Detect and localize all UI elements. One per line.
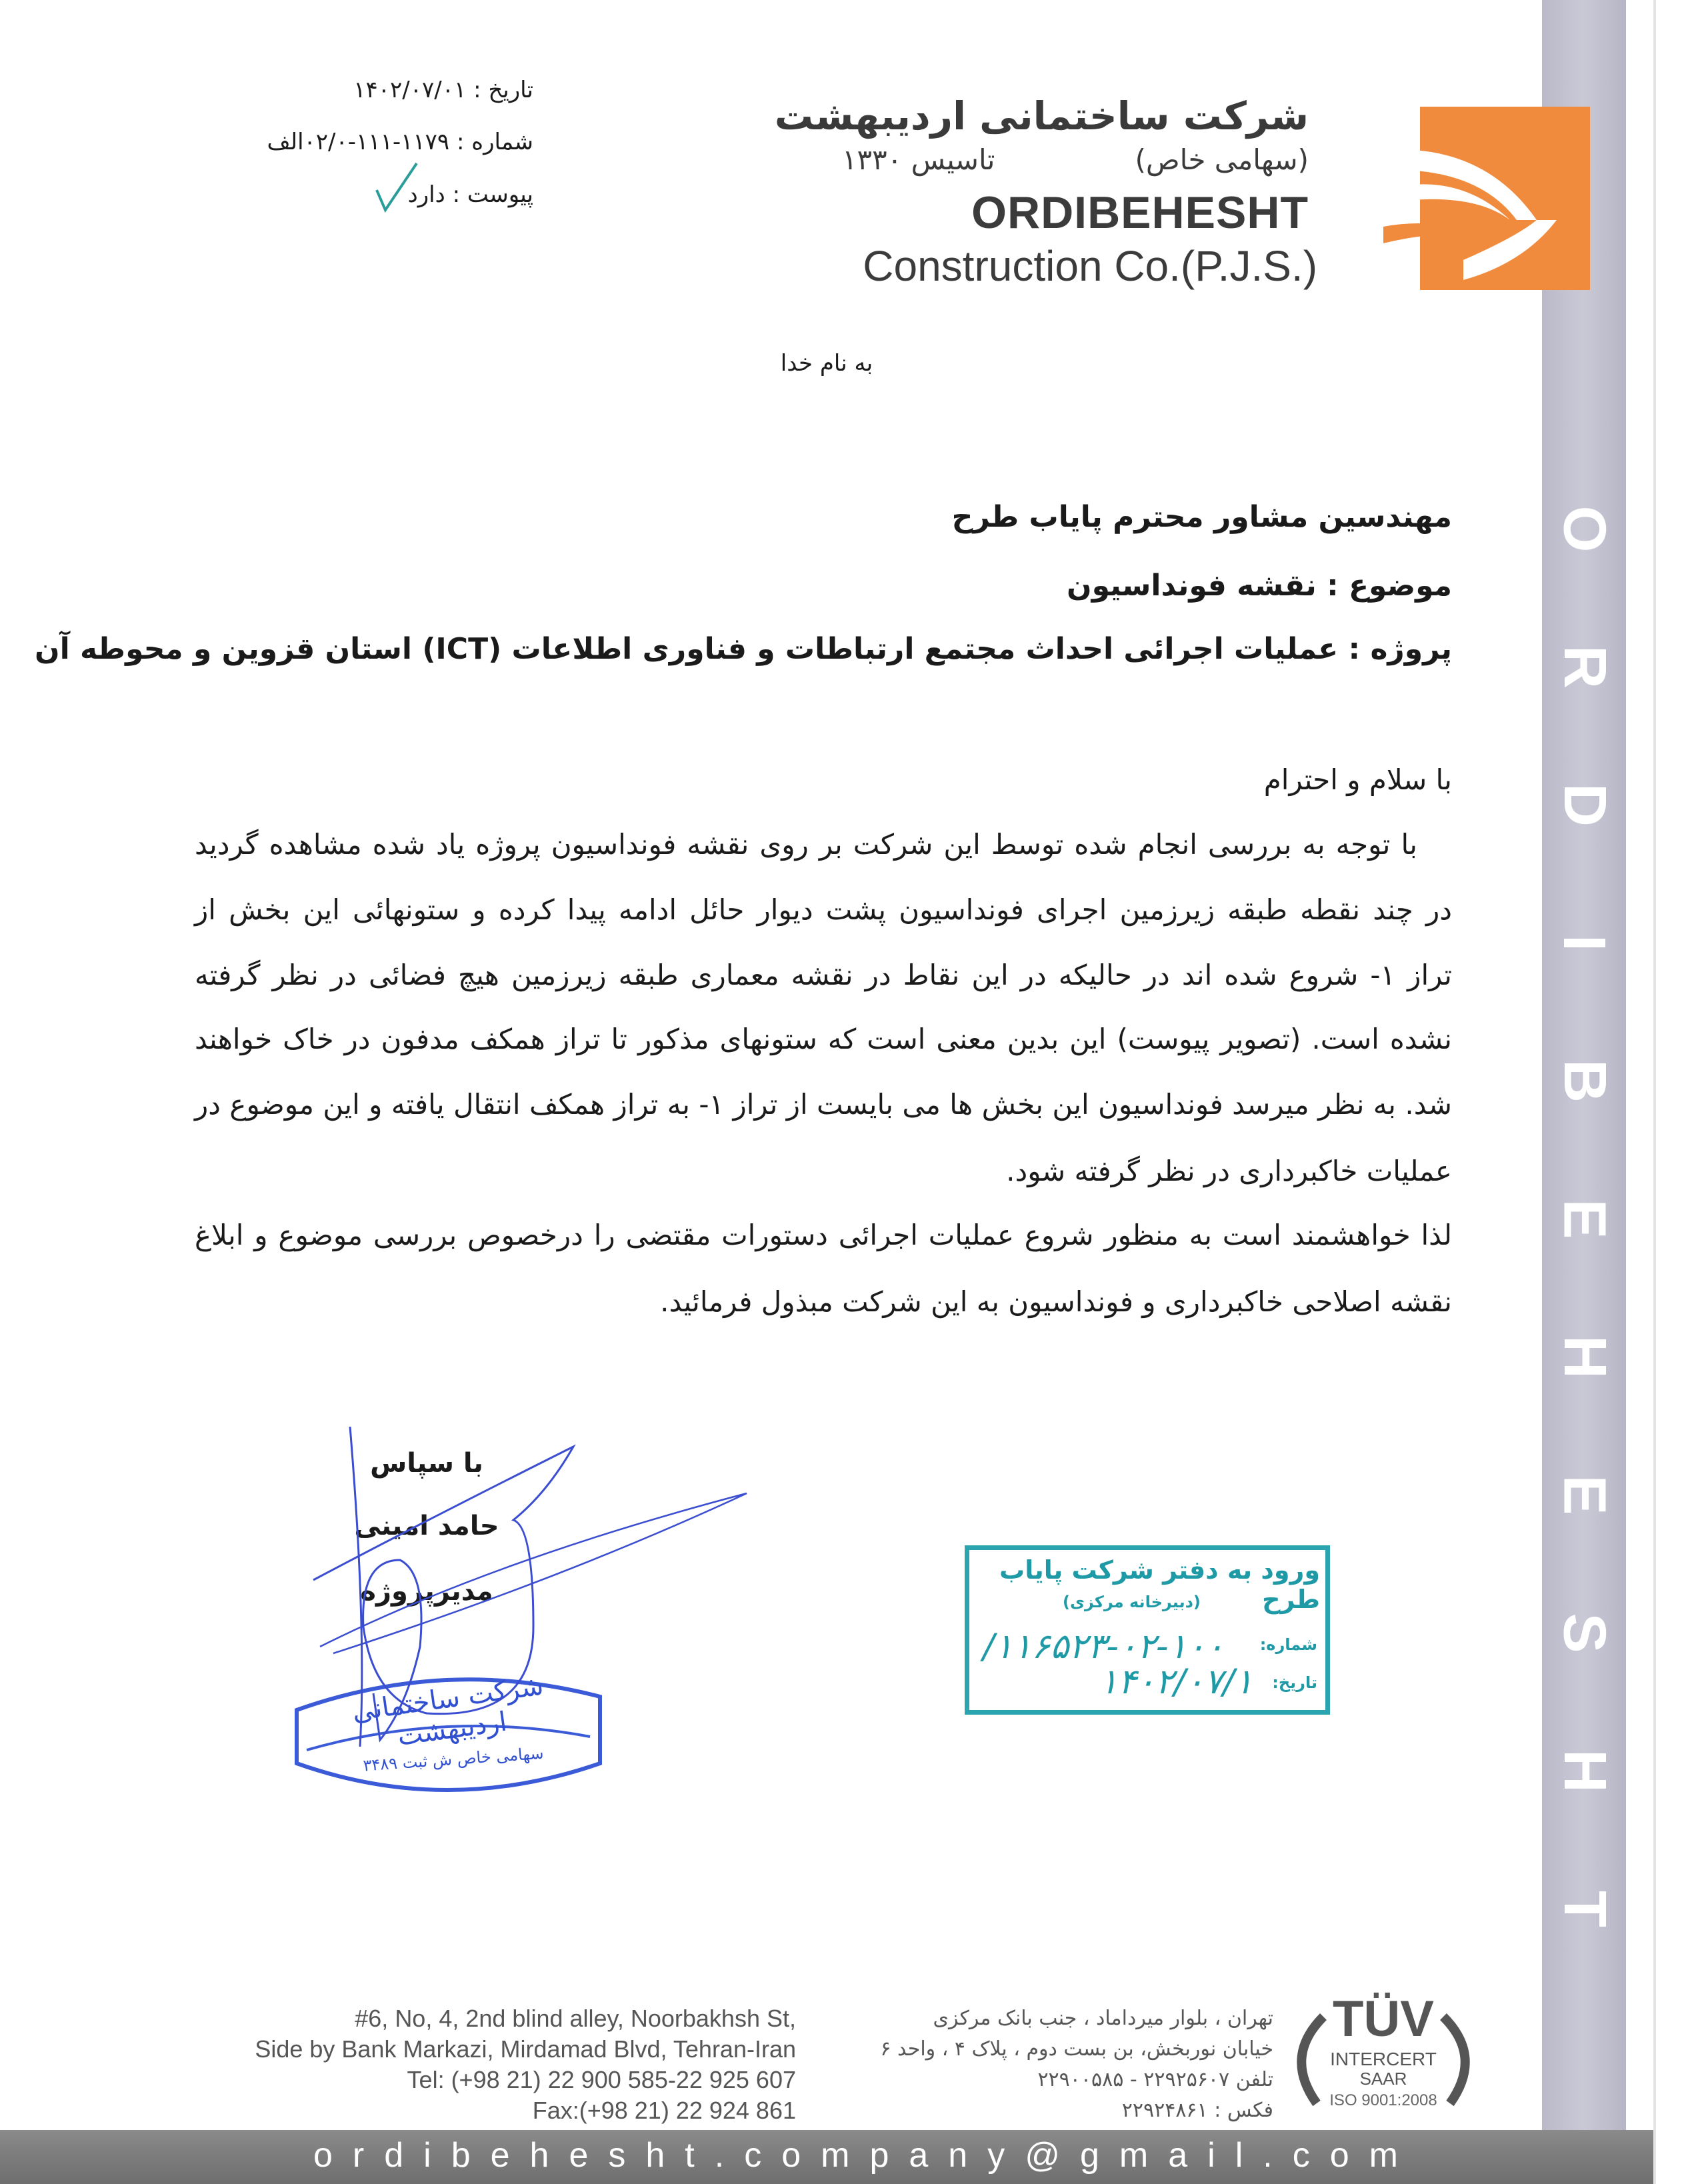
stamp-number-label: شماره: [1259,1635,1317,1654]
phone-fa: تلفن ۲۲۹۲۵۶۰۷ - ۲۲۹۰۰۵۸۵ [1037,2068,1273,2091]
attachment-line [408,181,533,208]
subject: موضوع : نقشه فونداسیون [1067,569,1452,603]
side-letter: E [1551,1199,1618,1239]
seal-registration: سهامی خاص ش ثبت ۳۴۸۹ [362,1743,545,1775]
address-en-line: Side by Bank Markazi, Mirdamad Blvd, Tehran-Iran [255,2035,796,2063]
side-brand-stripe [1542,0,1626,2184]
side-letter: H [1551,1749,1618,1793]
address-fa-line: تهران ، بلوار میرداماد ، جنب بانک مرکزی [933,2007,1273,2030]
stamp-title: ورود به دفتر شرکت پایاب طرح [999,1555,1320,1614]
project: پروژه : عملیات اجرائی احداث مجتمع ارتباطات و فناوری اطلاعات (ICT) استان قزوین و محوطه آن [35,632,1452,666]
side-letter: H [1551,1335,1618,1379]
side-letter: R [1551,645,1618,689]
checkmark-icon [373,160,420,213]
number-line [267,129,533,155]
stamp-number-value: ۱۱۶۵۲۳-۰۲-۱۰۰/ [983,1627,1225,1667]
intercert: INTERCERT [1330,2049,1437,2069]
recipient: مهندسین مشاور محترم پایاب طرح [951,500,1452,534]
fax-en: Fax:(+98 21) 22 924 861 [532,2097,796,2124]
company-name-fa: شرکت ساختمانی اردیبهشت [774,93,1309,139]
iso-standard: ISO 9001:2008 [1329,2091,1437,2109]
stamp-date-label: تاریخ: [1272,1673,1317,1692]
company-type: (سهامی خاص) [1135,143,1309,176]
date-label: تاریخ : [473,77,533,103]
body-line: تراز ۱- شروع شده اند در حالیکه در این نقاط در نقشه معماری طبقه زیرزمین هیچ فضائی در نظر گرفته [195,959,1452,991]
company-subline [842,143,1309,176]
body-line: با توجه به بررسی انجام شده توسط این شرکت بر روی نقشه فونداسیون پروژه یاد شده مشاهده گردید [195,828,1417,861]
received-stamp [965,1545,1330,1715]
body-line: عملیات خاکبرداری در نظر گرفته شود. [1006,1155,1452,1187]
date-value: ۱۴۰۲/۰۷/۰۱ [353,77,467,103]
body-line: شد. به نظر میرسد فونداسیون این بخش ها می بایست از تراز ۱- به تراز همکف انتقال یافته و این موضوع در [195,1088,1452,1121]
fax-fa: فکس : ۲۲۹۲۴۸۶۱ [1121,2099,1273,2122]
saar: SAAR [1359,2069,1407,2089]
side-letter: E [1551,1475,1618,1515]
basmala: به نام خدا [780,350,873,377]
closing: با سپاس [370,1448,483,1479]
address-en [255,2003,796,2126]
address-fa [827,2003,1273,2126]
company-logo [1383,103,1593,293]
signature [293,1427,760,1800]
phone-en: Tel: (+98 21) 22 900 585-22 925 607 [407,2066,796,2093]
side-letter: T [1551,1891,1618,1927]
body-line: نقشه اصلاحی خاکبرداری و فونداسیون به این شرکت مبذول فرمائید. [660,1285,1452,1318]
tuv-brand: TÜV [1333,1991,1434,2047]
side-letter: D [1551,783,1618,827]
stamp-subtitle: (دبیرخانه مرکزی) [1063,1593,1201,1611]
side-letter: O [1551,505,1618,553]
signer-name: حامد امینی [354,1511,499,1541]
greeting: با سلام و احترام [1263,763,1452,796]
side-letter: B [1551,1059,1618,1103]
email-address: ordibehesht.company@gmail.com [313,2136,1418,2175]
address-en-line: #6, No, 4, 2nd blind alley, Noorbakhsh St, [355,2005,796,2032]
body-line: در چند نقطه طبقه زیرزمین اجرای فونداسیون پشت دیوار حائل ادامه پیدا کرده و ستونهائی این بخش از [195,893,1452,926]
side-brand-letters [1542,460,1626,1978]
stamp-date-value: ۱۴۰۲/۰۷/۱ [1099,1662,1253,1702]
attachment-label: پیوست : [452,181,533,208]
side-letter: I [1551,934,1618,952]
side-letter: S [1551,1613,1618,1653]
tuv-cert-logo [1283,1990,1483,2123]
address-fa-line: خیابان نوربخش، بن بست دوم ، پلاک ۴ ، واحد ۶ [880,2037,1273,2061]
date-line [353,77,533,103]
company-subtitle-en: Construction Co.(P.J.S.) [863,242,1317,290]
number-value: ۱۱۷۹-۱۱۱-۰۲/۰الف [267,129,450,155]
page-edge [1653,0,1656,2184]
attachment-value: دارد [407,181,445,208]
footer-bar [0,2130,1653,2184]
company-name-en: ORDIBEHESHT [971,187,1309,238]
signer-title: مدیرپروژه [360,1576,493,1607]
number-label: شماره : [457,129,533,155]
body-line: نشده است. (تصویر پیوست) این بدین معنی است که ستونهای مذکور تا تراز همکف مدفون در خاک خواهند [195,1023,1452,1055]
founded-year: تاسیس ۱۳۳۰ [842,143,995,176]
seal-company-name: شرکت ساختمانی اردیبهشت [350,1670,546,1753]
body-line: لذا خواهشمند است به منظور شروع عملیات اجرائی دستورات مقتضی را درخصوص بررسی موضوع و ابلاغ [195,1219,1452,1251]
